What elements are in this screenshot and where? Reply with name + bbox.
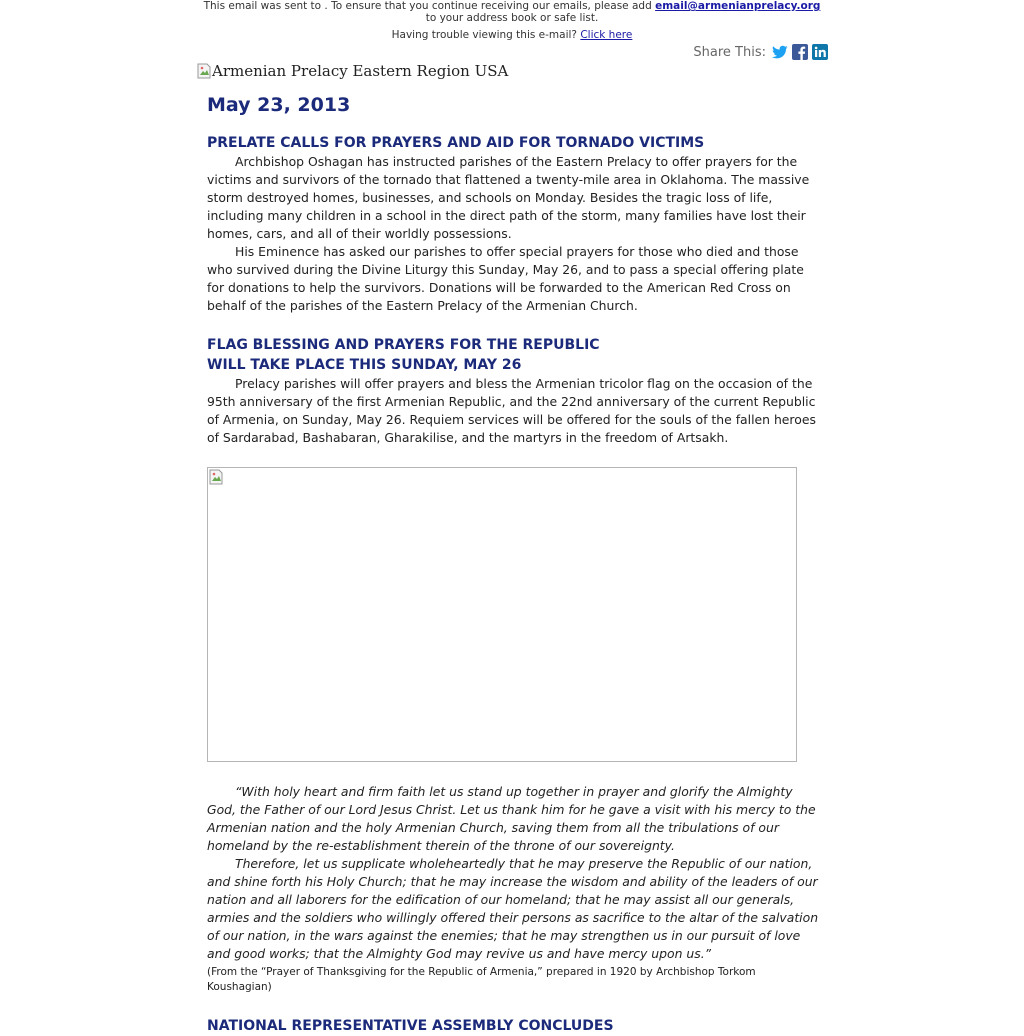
email-notice xyxy=(200,0,824,24)
view-online-notice xyxy=(200,29,824,41)
quote-paragraph: “With holy heart and firm faith let us stand up together in prayer and glorify the Almighty God, the Father of our Lord Jesus Christ. Let us thank him for he gave a visit with his mercy to the Armenian nation and the holy Armenian Church, saving them from all the tribulations of our homeland by the re-establishment therein of the throne of our sovereignty. xyxy=(207,784,816,853)
quote-citation: (From the “Prayer of Thanksgiving for the Republic of Armenia,” prepared in 1920 by Archbishop Torkom Koushagian) xyxy=(207,966,756,993)
article-photo xyxy=(207,467,797,762)
share-bar xyxy=(693,44,828,60)
facebook-icon[interactable] xyxy=(792,44,808,60)
article-paragraph: Prelacy parishes will offer prayers and bless the Armenian tricolor flag on the occasion of the 95th anniversary of the first Armenian Republic, and the 22nd anniversary of the current Republic of Armenia, on Sunday, May 26. Requiem services will be offered for the souls of the fallen heroes of Sardarabad, Bashabaran, Gharakilise, and the martyrs in the freedom of Artsakh. xyxy=(207,376,816,445)
newsletter-content xyxy=(207,90,819,1036)
broken-image-icon xyxy=(209,469,223,485)
article-title-line-1: FLAG BLESSING AND PRAYERS FOR THE REPUBLIC xyxy=(207,337,600,353)
logo-alt-text: Armenian Prelacy Eastern Region USA xyxy=(212,62,509,80)
article-title-line-2: WILL TAKE PLACE THIS SUNDAY, MAY 26 xyxy=(207,357,522,373)
twitter-icon[interactable] xyxy=(772,44,788,60)
quote-paragraph: Therefore, let us supplicate wholeheartedly that he may preserve the Republic of our nation, and shine forth his Holy Church; that he may increase the wisdom and ability of the leaders of our nation and all laborers for the edification of our homeland; that he may assist all our generals, armies and the soldiers who willingly offered their persons as sacrifice to the altar of the salvation of our nation, in the wars against the enemies; that he may strengthen us in our pursuit of love and good works; that the Almighty God may revive us and have mercy upon us.” xyxy=(207,856,819,961)
share-label: Share This: xyxy=(693,44,766,60)
next-article-title: NATIONAL REPRESENTATIVE ASSEMBLY CONCLUDES xyxy=(207,1018,614,1034)
article-title: PRELATE CALLS FOR PRAYERS AND AID FOR TORNADO VICTIMS xyxy=(207,135,705,151)
view-online-link[interactable]: Click here xyxy=(580,29,633,41)
issue-date: May 23, 2013 xyxy=(207,94,351,116)
broken-image-icon xyxy=(197,63,211,79)
prelacy-email-link[interactable]: email@armenianprelacy.org xyxy=(655,0,821,12)
article-paragraph: His Eminence has asked our parishes to offer special prayers for those who died and those who survived during the Divine Liturgy this Sunday, May 26, and to pass a special offering plate for donations to help the survivors. Donations will be forwarded to the American Red Cross on behalf of the parishes of the Eastern Prelacy of the Armenian Church. xyxy=(207,244,804,313)
prayer-quote xyxy=(207,783,819,963)
linkedin-icon[interactable] xyxy=(812,44,828,60)
trouble-text: Having trouble viewing this e-mail? xyxy=(391,29,581,41)
email-notice-text-2: to your address book or safe list. xyxy=(425,12,599,24)
email-notice-text-1: This email was sent to . To ensure that you continue receiving our emails, please add xyxy=(203,0,656,12)
article-paragraph: Archbishop Oshagan has instructed parishes of the Eastern Prelacy to offer prayers for the victims and survivors of the tornado that flattened a twenty-mile area in Oklahoma. The massive storm destroyed homes, businesses, and schools on Monday. Besides the tragic loss of life, including many children in a school in the direct path of the storm, many families have lost their homes, cars, and all of their worldly possessions. xyxy=(207,154,810,241)
prelacy-logo xyxy=(197,62,508,80)
